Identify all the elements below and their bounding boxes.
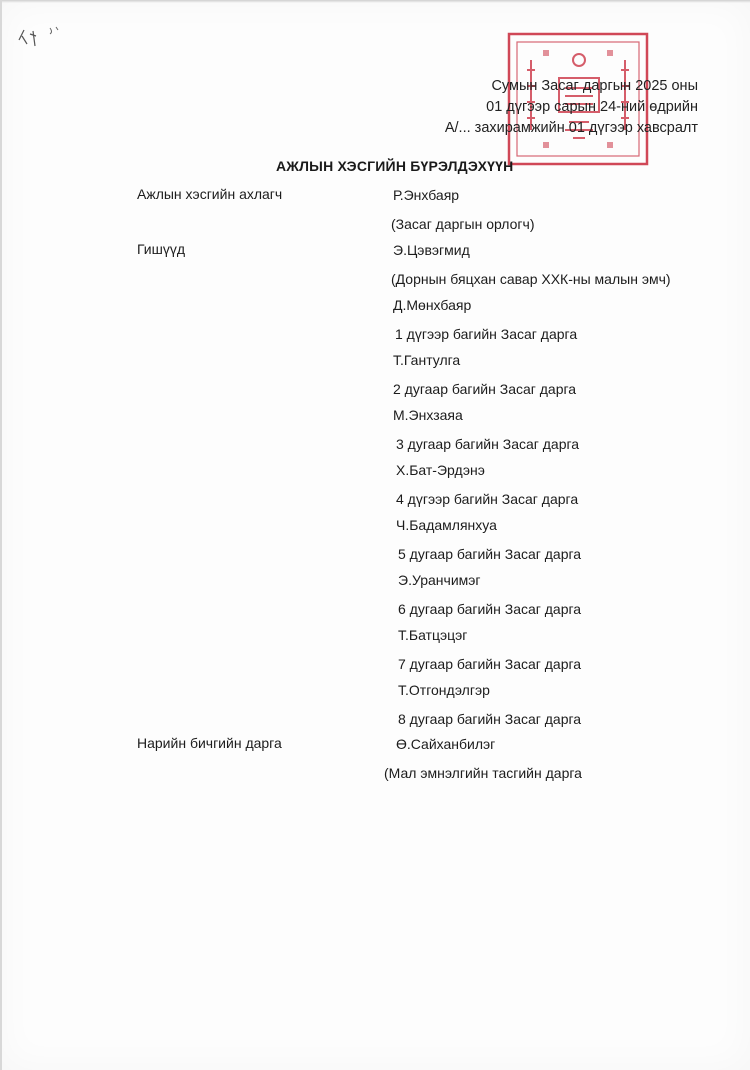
member-position: 1 дүгээр багийн Засаг дарга	[395, 326, 578, 342]
handwritten-corner-mark	[16, 22, 66, 52]
leader-name: Р.Энхбаяр	[393, 187, 460, 203]
member-position: 3 дугаар багийн Засаг дарга	[396, 436, 580, 452]
scan-edge-top	[0, 0, 750, 3]
scan-edge-left	[0, 0, 2, 1070]
member-name: Х.Бат-Эрдэнэ	[396, 462, 485, 478]
header-line-2: 01 дүгээр сарын 24-ний өдрийн	[486, 99, 698, 115]
secretary-name: Ө.Сайханбилэг	[396, 736, 496, 752]
role-members-label: Гишүүд	[137, 241, 186, 257]
member-name: Т.Гантулга	[393, 352, 461, 368]
member-position: 5 дугаар багийн Засаг дарга	[398, 546, 582, 562]
leader-position: (Засаг даргын орлогч)	[391, 216, 535, 232]
member-name: Д.Мөнхбаяр	[393, 297, 472, 313]
document-title: АЖЛЫН ХЭСГИЙН БҮРЭЛДЭХҮҮН	[276, 158, 514, 174]
member-name: Ч.Бадамлянхуа	[396, 517, 497, 533]
appendix-header	[445, 76, 698, 139]
role-secretary-label: Нарийн бичгийн дарга	[137, 735, 282, 751]
header-line-3: А/... захирамжийн 01 дүгээр хавсралт	[444, 120, 698, 136]
member-position: 8 дугаар багийн Засаг дарга	[398, 711, 582, 727]
member-position: 2 дугаар багийн Засаг дарга	[393, 381, 577, 397]
member-name: М.Энхзаяа	[393, 407, 463, 423]
member-name: Т.Батцэцэг	[398, 627, 468, 643]
member-position: 7 дугаар багийн Засаг дарга	[398, 656, 582, 672]
member-name: Э.Уранчимэг	[398, 572, 481, 588]
secretary-position: (Мал эмнэлгийн тасгийн дарга	[384, 765, 582, 781]
header-line-1: Сумын Засаг даргын 2025 оны	[491, 78, 698, 94]
member-name: Т.Отгондэлгэр	[398, 682, 490, 698]
member-name: Э.Цэвэгмид	[393, 242, 470, 258]
member-position: 4 дүгээр багийн Засаг дарга	[396, 491, 579, 507]
member-position: (Дорнын бяцхан савар ХХК-ны малын эмч)	[391, 271, 671, 287]
role-leader-label: Ажлын хэсгийн ахлагч	[137, 186, 283, 202]
member-position: 6 дугаар багийн Засаг дарга	[398, 601, 582, 617]
faint-footer-print	[300, 1038, 450, 1050]
